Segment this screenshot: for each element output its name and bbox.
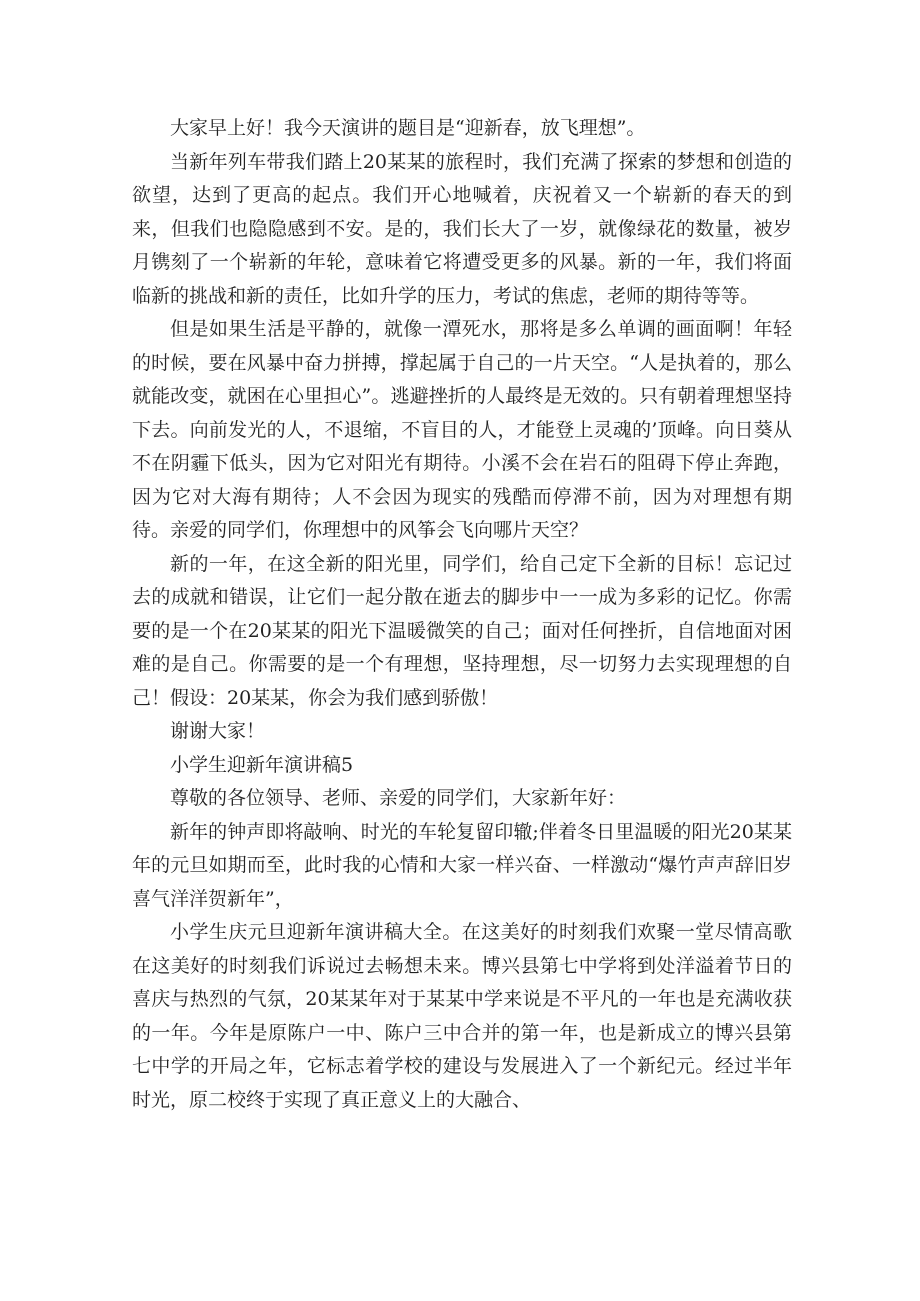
paragraph-thanks: 谢谢大家！ [170, 720, 266, 742]
paragraph-life-calm: 但是如果生活是平静的，就像一潭死水，那将是多么单调的画面啊！年轻的时候，要在风暴中奋力拼搏，撑起属于自己的一片天空。“人是执着的，那么就能改变，就困在心里担心”。逃避挫折的人最终是无效的。只有朝着理想坚持下去。向前发光的人，不退缩，不盲目的人，才能登上灵魂的’顶峰。向日葵从不在阴霾下低头，因为它对阳光有期待。小溪不会在岩石的阻碍下停止奔跑，因为它对大海有期待；人不会因为现实的残酷而停滞不前，因为对理想有期待。亲爱的同学们，你理想中的风筝会飞向哪片天空？ [132, 318, 792, 541]
paragraph-greeting: 大家早上好！我今天演讲的题目是“迎新春，放飞理想”。 [170, 117, 646, 139]
paragraph-new-goals: 新的一年，在这全新的阳光里，同学们，给自己定下全新的目标！忘记过去的成就和错误，让它们一起分散在逝去的脚步中一一成为多彩的记忆。你需要的是一个在20某某的阳光下温暖微笑的自己；面对任何挫折，自信地面对困难的是自己。你需要的是一个有理想，坚持理想，尽一切努力去实现理想的自己！假设：20某某，你会为我们感到骄傲！ [132, 552, 792, 709]
section-heading: 小学生迎新年演讲稿5 [170, 753, 354, 776]
paragraph-school-celebration: 小学生庆元旦迎新年演讲稿大全。在这美好的时刻我们欢聚一堂尽情高歌在这美好的时刻我们诉说过去畅想未来。博兴县第七中学将到处洋溢着节日的喜庆与热烈的气氛，20某某年对于某某中学来说是不平凡的一年也是充满收获的一年。今年是原陈户一中、陈户三中合并的第一年，也是新成立的博兴县第七中学的开局之年，它标志着学校的建设与发展进入了一个新纪元。经过半年时光，原二校终于实现了真正意义上的大融合、 [132, 921, 792, 1111]
paragraph-new-year-bell: 新年的钟声即将敲响、时光的车轮复留印辙;伴着冬日里温暖的阳光20某某年的元旦如期而至，此时我的心情和大家一样兴奋、一样激动“爆竹声声辞旧岁喜气洋洋贺新年”， [132, 820, 792, 910]
paragraph-new-year-train: 当新年列车带我们踏上20某某的旅程时，我们充满了探索的梦想和创造的欲望，达到了更高的起点。我们开心地喊着，庆祝着又一个崭新的春天的到来，但我们也隐隐感到不安。是的，我们长大了一岁，就像绿花的数量，被岁月镌刻了一个崭新的年轮，意味着它将遭受更多的风暴。新的一年，我们将面临新的挑战和新的责任，比如升学的压力，考试的焦虑，老师的期待等等。 [132, 150, 792, 307]
paragraph-salutation: 尊敬的各位领导、老师、亲爱的同学们，大家新年好： [170, 787, 627, 809]
document-body [132, 112, 792, 1117]
